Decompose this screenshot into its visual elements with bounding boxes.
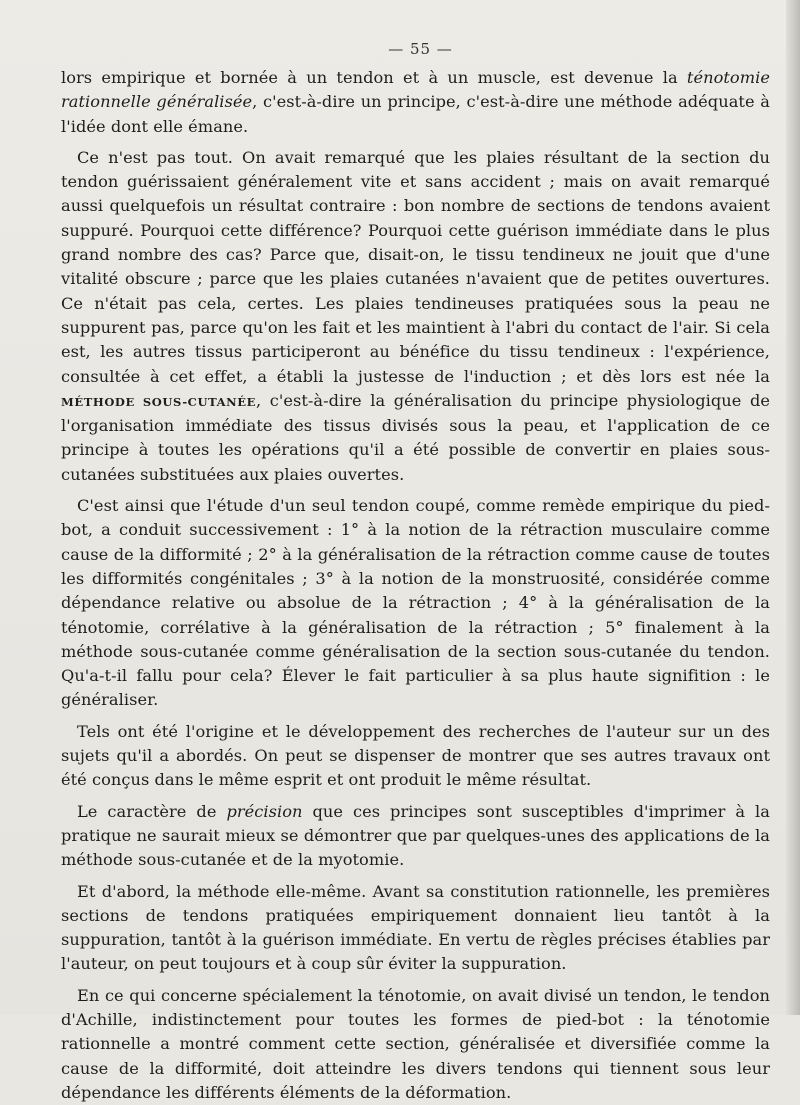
paragraph-3: C'est ainsi que l'étude d'un seul tendon coupé, comme remède empirique du pied-bot, a conduit successivement : 1° à la notion de la rétraction musculaire comme cause de la difformité ; 2° à la généralisation de la rétraction comme cause de toutes les difformités congénitales ; 3° à la notion de la monstruosité, considérée comme dépendance relative ou absolue de la rétraction ; 4° à la généralisation de la ténotomie, corrélative à la généralisation de la rétraction ; 5° finalement à la méthode sous-cutanée comme généralisation de la section sous-cutanée du tendon. Qu'a-t-il fallu pour cela? Élever le fait particulier à sa plus haute signifition : le généraliser.: [61, 496, 770, 710]
paragraph-text: , c'est-à-dire un principe, c'est-à-dire une méthode adéquate à l'idée dont elle émane.: [61, 92, 770, 136]
paragraph-text: Ce n'est pas tout. On avait remarqué que les plaies résultant de la section du tendon guérissaient généralement vite et sans accident ; mais on avait remarqué aussi quelquefois un résultat contraire : bon nombre de sections de tendons avaient suppuré. Pourquoi cette différence? Pourquoi cette guérison immédiate dans le plus grand nombre des cas? Parce que, disait-on, le tissu tendineux ne jouit que d'une vitalité obscure ; parce que les plaies cutanées n'avaient que de petites ouvertures. Ce n'était pas cela, certes. Les plaies tendineuses pratiquées sous la peau ne suppurent pas, parce qu'on les fait et les maintient à l'abri du contact de l'air. Si cela est, les autres tissus participeront au bénéfice du tissu tendineux : l'expérience, consultée à cet effet, a établi la justesse de l'induction ; et dès lors est née la: [61, 147, 770, 386]
paragraph-4: Tels ont été l'origine et le développement des recherches de l'auteur sur un des sujets qu'il a abordés. On peut se dispenser de montrer que ses autres travaux ont été conçus dans le même esprit et ont produit le même résultat.: [61, 721, 770, 790]
paragraph-2: [61, 146, 770, 487]
italic-term: ténotomie rationnelle généralisée: [61, 68, 770, 112]
page-edge-shadow: [786, 0, 800, 1015]
small-caps-term: MÉTHODE SOUS-CUTANÉE: [61, 394, 256, 409]
paragraph-1: [61, 66, 770, 139]
paragraph-text: , c'est-à-dire la généralisation du principe physiologique de l'organisation immédiate des tissus divisés sous la peau, et l'application de ce principe à toutes les opérations qu'il a été possible de convertir en plaies sous-cutanées substituées aux plaies ouvertes.: [61, 390, 770, 484]
paragraph-5: [61, 800, 770, 873]
page-number: — 55 —: [388, 40, 453, 58]
paragraph-7: En ce qui concerne spécialement la ténotomie, on avait divisé un tendon, le tendon d'Achille, indistinctement pour toutes les formes de pied-bot : la ténotomie rationnelle a montré comment cette section, généralisée et diversifiée comme la cause de la difformité, doit atteindre les divers tendons qui tiennent sous leur dépendance les différents éléments de la déformation.: [61, 985, 770, 1102]
paragraph-6: Et d'abord, la méthode elle-même. Avant sa constitution rationnelle, les premières sections de tendons pratiquées empiriquement donnaient lieu tantôt à la suppuration, tantôt à la guérison immédiate. En vertu de règles précises établies par l'auteur, on peut toujours et à coup sûr éviter la suppuration.: [61, 881, 770, 974]
paragraph-text: lors empirique et bornée à un tendon et à un muscle, est devenue la: [61, 68, 687, 87]
paragraph-text: Le caractère de: [77, 801, 227, 821]
paragraph-text: que ces principes sont susceptibles d'imprimer à la pratique ne saurait mieux se démontrer que par quelques-unes des applications de la méthode sous-cutanée et de la myotomie.: [61, 801, 770, 870]
italic-term: précision: [226, 801, 303, 821]
